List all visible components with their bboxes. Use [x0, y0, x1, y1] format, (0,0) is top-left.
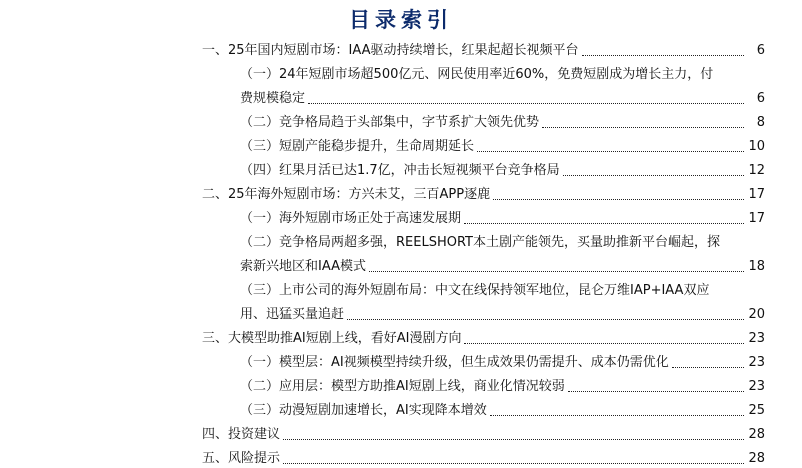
toc-entry-text-continued: 索新兴地区和IAA模式: [240, 259, 366, 274]
page-title: 目录索引: [349, 8, 453, 32]
toc-page-number: 23: [748, 355, 765, 370]
toc-leader: [493, 198, 744, 200]
toc-entry-continuation[interactable]: [240, 302, 765, 324]
toc-entry-text-continued: 用、迅猛买量追赶: [240, 307, 345, 322]
toc-entry[interactable]: [202, 182, 765, 204]
toc-entry-text-continued: 费规模稳定: [240, 91, 306, 106]
toc-entry-text: （二）应用层：模型方助推AI短剧上线，商业化情况较弱: [240, 379, 565, 394]
toc-leader: [283, 438, 744, 440]
toc-entry-text: （三）动漫短剧加速增长，AI实现降本增效: [240, 403, 487, 418]
toc-entry[interactable]: [240, 398, 765, 420]
toc-page-number: 6: [756, 43, 765, 58]
toc-leader: [477, 150, 744, 152]
toc-leader: [347, 318, 744, 320]
toc-leader: [672, 366, 744, 368]
toc-entry[interactable]: [240, 374, 765, 396]
toc-entry[interactable]: [240, 230, 765, 252]
toc-entry-text: 五、风险提示: [202, 451, 281, 466]
toc-page-number: 12: [748, 163, 765, 178]
toc-entry[interactable]: [202, 38, 765, 60]
toc-page-number: 6: [756, 91, 765, 106]
toc-entry[interactable]: [240, 62, 765, 84]
toc-entry[interactable]: [202, 326, 765, 348]
toc-entry-text: （一）24年短剧市场超500亿元、网民使用率近60%，免费短剧成为增长主力，付: [240, 67, 714, 82]
toc-leader: [369, 270, 744, 272]
toc-page-number: 10: [748, 139, 765, 154]
toc-page-number: 28: [748, 451, 765, 466]
toc-leader: [582, 54, 744, 56]
toc-entry[interactable]: [240, 158, 765, 180]
toc-leader: [490, 414, 744, 416]
toc-entry[interactable]: [240, 110, 765, 132]
toc-page-number: 23: [748, 379, 765, 394]
toc-entry-text: （二）竞争格局两超多强，REELSHORT本土剧产能领先，买量助推新平台崛起，探: [240, 235, 720, 250]
toc-leader: [464, 342, 744, 344]
toc-page-number: 28: [748, 427, 765, 442]
toc-entry-text: 二、25年海外短剧市场：方兴未艾，三百APP逐鹿: [202, 187, 491, 202]
toc-leader: [563, 174, 744, 176]
toc-page-number: 18: [748, 259, 765, 274]
toc-page-number: 20: [748, 307, 765, 322]
toc-entry[interactable]: [202, 422, 765, 444]
toc-leader: [542, 126, 744, 128]
toc-entry[interactable]: [240, 206, 765, 228]
toc-entry-text: 三、大模型助推AI短剧上线，看好AI漫剧方向: [202, 331, 462, 346]
toc-page-number: 23: [748, 331, 765, 346]
toc-page-number: 25: [748, 403, 765, 418]
toc-entry-continuation[interactable]: [240, 86, 765, 108]
toc-entry-text: （三）短剧产能稳步提升，生命周期延长: [240, 139, 475, 154]
toc-page-number: 17: [748, 187, 765, 202]
toc-page-number: 17: [748, 211, 765, 226]
toc-entry[interactable]: [240, 350, 765, 372]
toc-entry[interactable]: [240, 278, 765, 300]
toc-entry-text: 四、投资建议: [202, 427, 281, 442]
toc-leader: [568, 390, 744, 392]
toc-entry-text: （一）海外短剧市场正处于高速发展期: [240, 211, 462, 226]
toc-entry[interactable]: [202, 446, 765, 468]
toc-leader: [283, 462, 744, 464]
toc-leader: [308, 102, 744, 104]
toc-entry-text: （二）竞争格局趋于头部集中，字节系扩大领先优势: [240, 115, 540, 130]
toc-leader: [464, 222, 744, 224]
toc-entry-continuation[interactable]: [240, 254, 765, 276]
toc-page-number: 8: [756, 115, 765, 130]
toc-entry-text: （一）模型层：AI视频模型持续升级，但生成效果仍需提升、成本仍需优化: [240, 355, 669, 370]
toc-entry[interactable]: [240, 134, 765, 156]
toc-entry-text: 一、25年国内短剧市场：IAA驱动持续增长，红果起超长视频平台: [202, 43, 579, 58]
toc-entry-text: （三）上市公司的海外短剧布局：中文在线保持领军地位，昆仑万维IAP+IAA双应: [240, 283, 710, 298]
toc-entry-text: （四）红果月活已达1.7亿，冲击长短视频平台竞争格局: [240, 163, 560, 178]
